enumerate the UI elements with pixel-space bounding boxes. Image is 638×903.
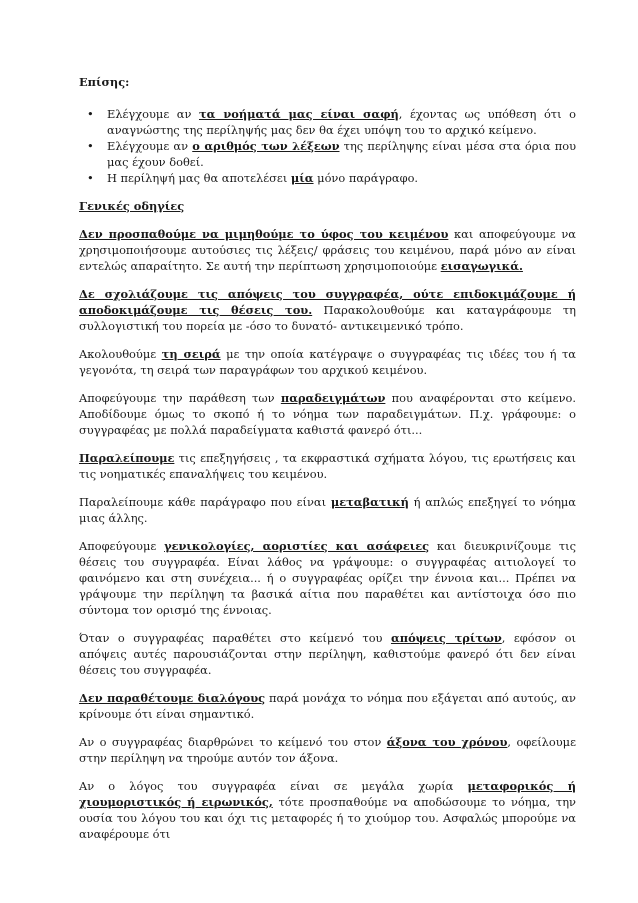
paragraph-text: Ακολουθούμε xyxy=(79,347,162,361)
paragraph-text: τις επεξηγήσεις , τα εκφραστικά σχήματα λόγου, τις ερωτήσεις και τις νοηματικές επαναλήψεις του κειμένου. xyxy=(79,451,576,481)
emphasis: απόψεις τρίτων xyxy=(390,631,502,645)
emphasis: Δε σχολιάζουμε τις απόψεις του συγγραφέα, ούτε επιδοκιμάζουμε ή αποδοκιμάζουμε τις θέσεις του. xyxy=(79,287,576,317)
paragraph xyxy=(79,226,576,274)
paragraph-text: Αν ο λόγος του συγγραφέα είναι σε μεγάλα χωρία xyxy=(79,779,468,793)
paragraph-text: και διευκρινίζουμε τις θέσεις του συγγραφέα. Είναι λάθος να γράψουμε: ο συγγραφέας αιτιολογεί το φαινόμενο και στη συνέχεια... ή ο συγγραφέας ορίζει την έννοια και... Πρέπει να γράψουμε την περίληψη τα βασικά αίτια που παραθέτει και αντίστοιχα όσο πιο σύντομα τον ορισμό της έννοιας. xyxy=(79,539,576,617)
paragraph xyxy=(79,690,576,722)
paragraph-text: , οφείλουμε στην περίληψη να τηρούμε αυτόν τον άξονα. xyxy=(79,735,576,765)
bullet-icon: • xyxy=(87,139,94,153)
list-item-text: , έχοντας ως υπόθεση ότι ο αναγνώστης της περίληψής μας δεν θα έχει υπόψη του το αρχικό κείμενο. xyxy=(107,107,576,137)
paragraph-text: ή απλώς επεξηγεί το νόημα μιας άλλης. xyxy=(79,495,576,525)
paragraph-text: Παραλείπουμε κάθε παράγραφο που είναι xyxy=(79,495,331,509)
list-item-text: μόνο παράγραφο. xyxy=(313,171,419,185)
list-item-emphasis: μία xyxy=(290,171,314,185)
paragraph-text: Αν ο συγγραφέας διαρθρώνει το κείμενό του στον xyxy=(79,735,387,749)
paragraph-text: , εφόσον οι απόψεις αυτές παρουσιάζονται στην περίληψη, καθιστούμε φανερό ότι δεν είναι θέσεις του συγγραφέα. xyxy=(79,631,576,677)
paragraph-text: Αποφεύγουμε xyxy=(79,539,165,553)
paragraph xyxy=(79,734,576,766)
paragraph xyxy=(79,494,576,526)
paragraph xyxy=(79,390,576,438)
emphasis: Δεν παραθέτουμε διαλόγους xyxy=(79,691,266,705)
emphasis: Δεν προσπαθούμε να μιμηθούμε το ύφος του κειμένου xyxy=(79,227,449,241)
heading-also: Επίσης: xyxy=(79,75,130,89)
emphasis: μεταβατική xyxy=(330,495,409,509)
list-item xyxy=(87,138,577,170)
paragraph-text: με την οποία κατέγραψε ο συγγραφέας τις ιδέες του ή τα γεγονότα, τη σειρά των παραγράφων του αρχικού κειμένου. xyxy=(79,347,576,377)
emphasis: μεταφορικός ή χιουμοριστικός ή ειρωνικός, xyxy=(79,779,577,809)
section-title-general: Γενικές οδηγίες xyxy=(79,199,185,213)
list-item-text: Η περίληψή μας θα αποτελέσει xyxy=(107,171,291,185)
paragraph-text: Παρακολουθούμε και καταγράφουμε τη συλλογιστική του πορεία με -όσο το δυνατό- αντικειμενικό τρόπο. xyxy=(79,303,576,333)
paragraph-text: παρά μονάχα το νόημα που εξάγεται από αυτούς, αν κρίνουμε ότι είναι σημαντικό. xyxy=(79,691,576,721)
list-item xyxy=(87,106,576,138)
paragraph xyxy=(79,286,576,334)
paragraph-text: που αναφέρονται στο κείμενο. Αποδίδουμε όμως το σκοπό ή το νόημα των παραδειγμάτων. Π.χ. γράφουμε: ο συγγραφέας με πολλά παραδείγματα καθιστά φανερό ότι... xyxy=(79,391,576,437)
list-item-emphasis: τα νοήματά μας είναι σαφή xyxy=(198,107,399,121)
paragraph xyxy=(79,346,576,378)
list-item xyxy=(87,170,576,186)
emphasis: εισαγωγικά. xyxy=(440,259,523,273)
paragraph-text: Αποφεύγουμε την παράθεση των xyxy=(79,391,281,405)
emphasis: γενικολογίες, αοριστίες και ασάφειες xyxy=(164,539,430,553)
emphasis: άξονα του χρόνου xyxy=(386,735,508,749)
checklist xyxy=(79,106,576,186)
list-item-text: της περίληψης είναι μέσα στα όρια που μας έχουν δοθεί. xyxy=(107,139,577,169)
list-item-text: Ελέγχουμε αν xyxy=(107,107,199,121)
list-item-text: Ελέγχουμε αν xyxy=(107,139,193,153)
list-item-emphasis: ο αριθμός των λέξεων xyxy=(192,139,340,153)
paragraph-text: και αποφεύγουμε να χρησιμοποιήσουμε αυτούσιες τις λέξεις/ φράσεις του κειμένου, παρά μόνο αν είναι εντελώς απαραίτητο. Σε αυτή την περίπτωση χρησιμοποιούμε xyxy=(79,227,576,273)
emphasis: Παραλείπουμε xyxy=(79,451,175,465)
paragraph xyxy=(79,538,576,618)
paragraph-text: τότε προσπαθούμε να αποδώσουμε το νόημα, την ουσία του λόγου του και όχι τις μεταφορές ή το χιούμορ του. Ασφαλώς μπορούμε να αναφέρουμε ότι xyxy=(79,795,576,841)
paragraph xyxy=(79,630,576,678)
paragraph xyxy=(79,778,576,842)
paragraph-text: Όταν ο συγγραφέας παραθέτει στο κείμενό του xyxy=(79,631,391,645)
bullet-icon: • xyxy=(87,171,94,185)
emphasis: παραδειγμάτων xyxy=(280,391,386,405)
bullet-icon: • xyxy=(87,107,94,121)
emphasis: τη σειρά xyxy=(161,347,221,361)
paragraph xyxy=(79,450,576,482)
